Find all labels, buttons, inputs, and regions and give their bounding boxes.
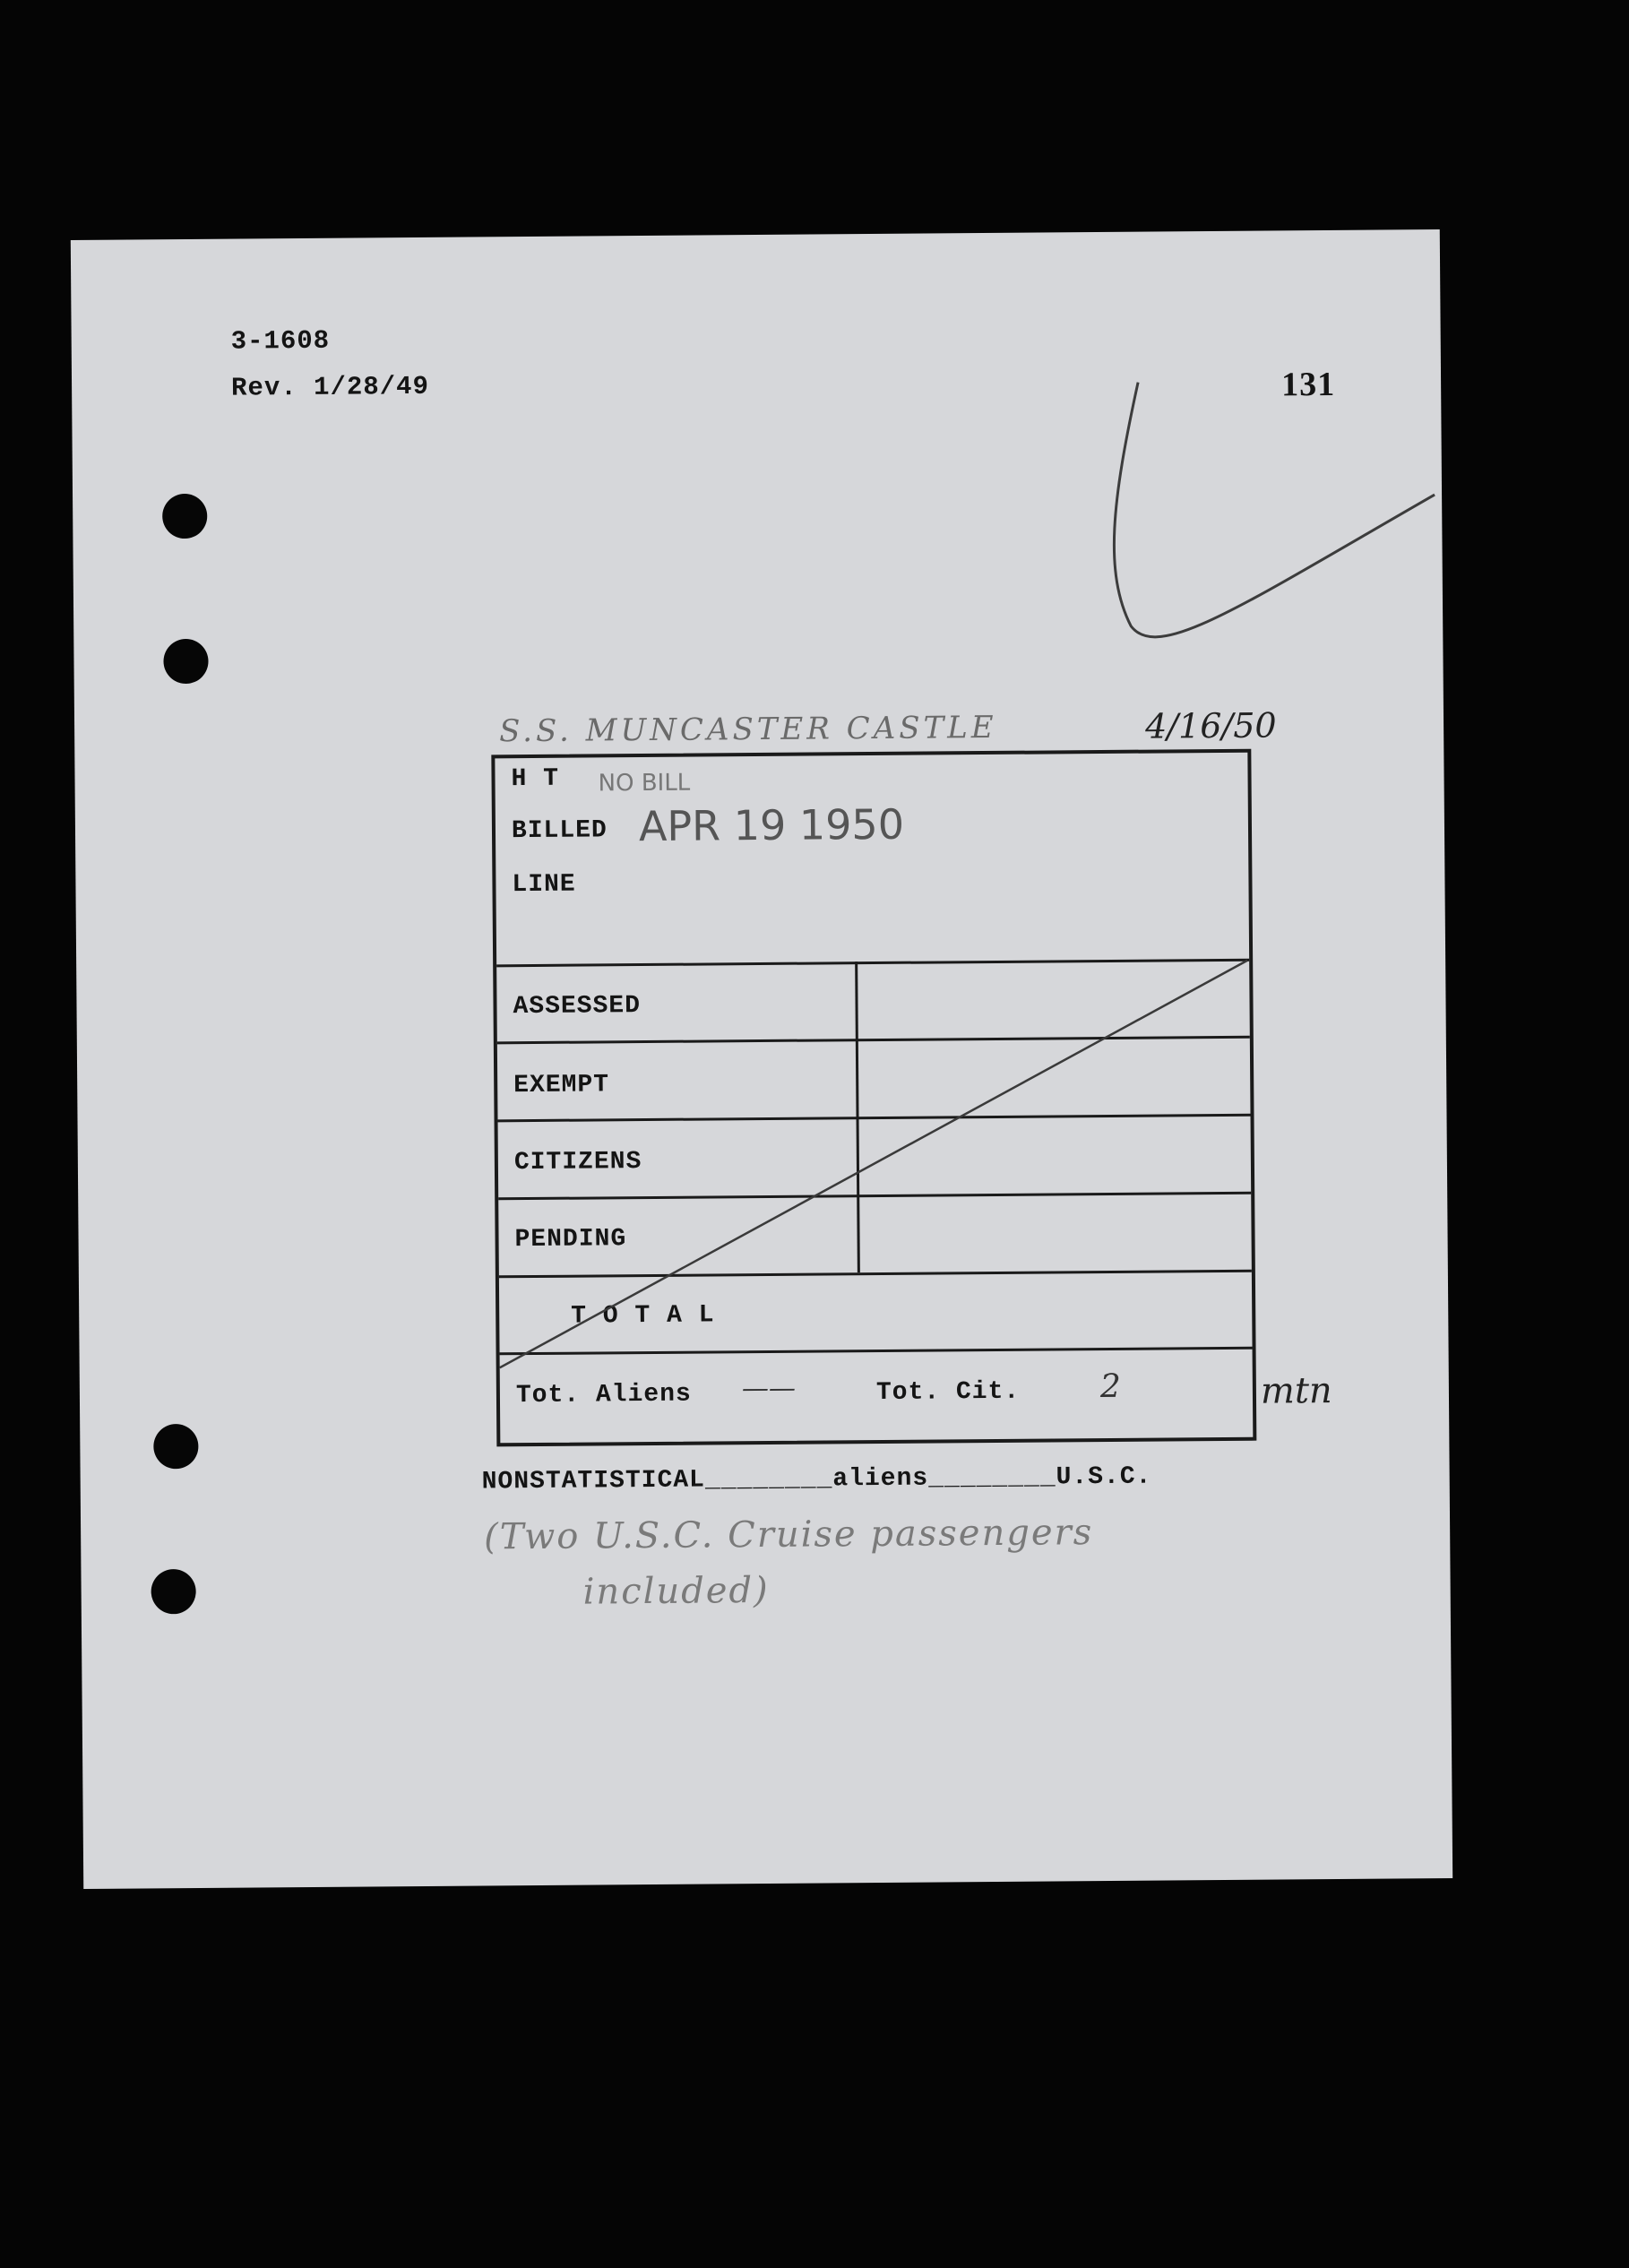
initials: mtn xyxy=(1260,1370,1332,1412)
tot-aliens-label: Tot. Aliens xyxy=(515,1380,692,1410)
handwritten-note-line2: included) xyxy=(582,1569,770,1613)
total-label: T O T A L xyxy=(571,1301,715,1331)
pending-label: PENDING xyxy=(514,1225,627,1255)
tot-cit-value: 2 xyxy=(1099,1367,1121,1406)
page-number: 131 xyxy=(1280,365,1336,404)
ht-label: H T xyxy=(511,764,560,794)
date-handwritten: 4/16/50 xyxy=(1144,705,1277,746)
ship-name: S.S. MUNCASTER CASTLE xyxy=(498,709,997,750)
handwritten-note-line1: (Two U.S.C. Cruise passengers xyxy=(483,1512,1094,1558)
billed-date-stamp: APR 19 1950 xyxy=(638,799,905,851)
revision-date: Rev. 1/28/49 xyxy=(230,371,430,403)
check-mark xyxy=(71,229,1452,1889)
line-label: LINE xyxy=(512,870,576,900)
document-page xyxy=(71,229,1452,1889)
no-bill-stamp: NO BILL xyxy=(598,769,691,798)
form-number: 3-1608 xyxy=(230,325,331,357)
assessed-label: ASSESSED xyxy=(513,992,642,1022)
tot-cit-label: Tot. Cit. xyxy=(875,1377,1021,1408)
billed-label: BILLED xyxy=(511,816,608,846)
citizens-label: CITIZENS xyxy=(513,1148,642,1177)
tot-aliens-value: —— xyxy=(741,1372,797,1405)
exempt-label: EXEMPT xyxy=(513,1071,610,1100)
nonstatistical-line: NONSTATISTICAL________aliens________U.S.C. xyxy=(481,1462,1152,1496)
